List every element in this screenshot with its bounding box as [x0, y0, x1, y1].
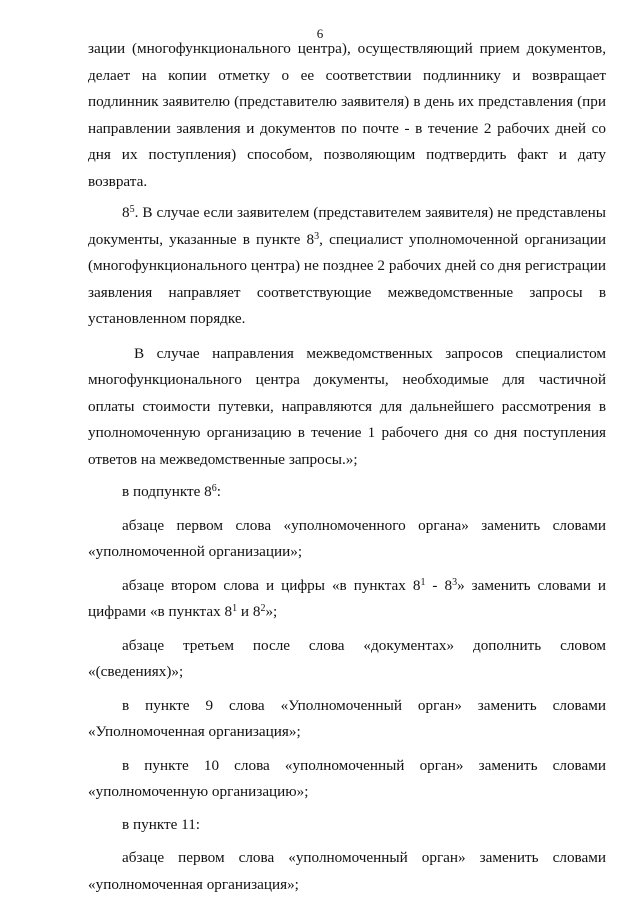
text-run: в пункте 11:: [122, 815, 201, 833]
text-run: в пункте 10 слова «уполномоченный орган» заменить словами «уполномоченную организацию»;: [88, 756, 606, 800]
text-run: В случае направления межведомственных запросов специалистом многофункционального центра документы, необходимые для частичной оплаты стоимости путевки, направляются для дальнейшего рассмотрения в уполномоченную организацию в течение 1 рабочего дня со дня поступления ответов на межведомственные запросы.»;: [88, 344, 606, 468]
text-run: :: [216, 483, 222, 500]
superscript: 3: [452, 576, 458, 588]
paragraph-p4: [88, 479, 606, 506]
text-run: »;: [265, 603, 278, 620]
paragraph-p1: [88, 36, 606, 195]
text-run: - 8: [425, 576, 453, 594]
text-run: » заменить словами и цифрами «в пунктах 8: [88, 576, 606, 620]
text-run: и 8: [237, 603, 261, 620]
superscript: 1: [232, 603, 238, 614]
text-run: абзаце первом слова «уполномоченного органа» заменить словами «уполномоченной организации»;: [88, 516, 606, 560]
paragraph-p11: [88, 845, 606, 898]
document-body: [88, 36, 606, 898]
superscript: 5: [129, 204, 135, 215]
text-run: . В случае если заявителем (представителем заявителя) не представлены документы, указанные в пункте 8: [88, 204, 606, 248]
text-run: в подпункте 8: [122, 483, 212, 500]
paragraph-p8: [88, 693, 606, 746]
text-run: абзаце втором слова и цифры «в пунктах 8: [122, 576, 421, 594]
text-run: 8: [122, 204, 130, 221]
superscript: 2: [260, 603, 266, 614]
superscript: 3: [314, 230, 320, 242]
text-run: , специалист уполномоченной организации (многофункционального центра) не позднее 2 рабочих дней со дня регистрации заявления направляет соответствующие межведомственные запросы в установленном порядке.: [88, 230, 606, 327]
paragraph-p6: [88, 573, 606, 626]
page-number: 6: [316, 26, 324, 41]
superscript: 1: [420, 576, 426, 588]
superscript: 6: [211, 483, 217, 494]
paragraph-p5: [88, 513, 606, 566]
paragraph-p10: [88, 812, 606, 839]
paragraph-p9: [88, 753, 606, 806]
text-run: зации (многофункционального центра), осуществляющий прием документов, делает на копии отметку о ее соответствии подлиннику и возвращает подлинник заявителю (представителю заявителя) в день их представления (при направлении заявления и документов по почте - в течение 2 рабочих дней со дня их поступления) способом, позволяющим подтвердить факт и дату возврата.: [88, 40, 606, 190]
text-run: абзаце первом слова «уполномоченный орган» заменить словами «уполномоченная организация»;: [88, 849, 606, 893]
text-run: в пункте 9 слова «Уполномоченный орган» заменить словами «Уполномоченная организация»;: [88, 696, 606, 740]
paragraph-p2: [88, 200, 606, 333]
paragraph-p7: [88, 633, 606, 686]
text-run: абзаце третьем после слова «документах» дополнить словом «(сведениях)»;: [88, 636, 606, 680]
paragraph-p3: [88, 341, 606, 474]
